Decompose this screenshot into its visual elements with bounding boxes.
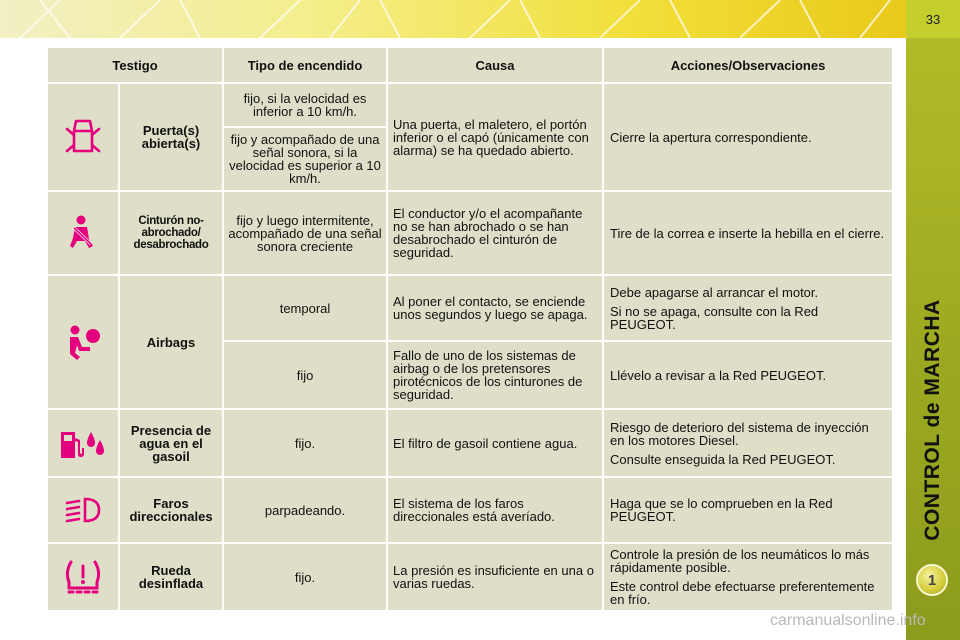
water-causa: El filtro de gasoil contiene agua.: [387, 409, 603, 477]
table-row: [47, 83, 893, 127]
tyre-acciones-1: Controle la presión de los neumáticos lo más rápidamente posible.: [610, 547, 870, 575]
table-row: [47, 477, 893, 543]
table-row: [47, 543, 893, 611]
header-causa: Causa: [387, 47, 603, 83]
open-door-car-icon: [48, 117, 118, 157]
header-acciones: Acciones/Observaciones: [603, 47, 893, 83]
belt-name: Cinturón no-abrochado/ desabrochado: [119, 191, 223, 275]
page-number: 33: [906, 0, 960, 38]
watermark: carmanualsonline.info: [770, 612, 926, 629]
door-tipo-1: fijo, si la velocidad es inferior a 10 km/h.: [223, 83, 387, 127]
tyre-pressure-icon: [48, 558, 118, 596]
header-testigo: Testigo: [47, 47, 223, 83]
door-icon-cell: [47, 83, 119, 191]
belt-icon-cell: [47, 191, 119, 275]
lights-causa: El sistema de los faros direccionales está averíado.: [387, 477, 603, 543]
lights-acciones: Haga que se lo comprueben en la Red PEUGEOT.: [603, 477, 893, 543]
tyre-icon-cell: [47, 543, 119, 611]
table-row: [47, 191, 893, 275]
lights-tipo: parpadeando.: [223, 477, 387, 543]
chapter-title: CONTROL de MARCHA: [921, 299, 944, 541]
belt-acciones: Tire de la correa e inserte la hebilla en el cierre.: [603, 191, 893, 275]
airbag-tipo-1: temporal: [223, 275, 387, 341]
belt-tipo: fijo y luego intermitente, acompañado de una señal sonora creciente: [223, 191, 387, 275]
airbag-causa-2: Fallo de uno de los sistemas de airbag o de los pretensores pirotécnicos de los cinturones de seguridad.: [387, 341, 603, 409]
header-band: [0, 0, 906, 38]
water-acciones-1: Riesgo de deterioro del sistema de inyección en los motores Diesel.: [610, 419, 869, 448]
airbag-name: Airbags: [119, 275, 223, 409]
airbag-causa-1: Al poner el contacto, se enciende unos segundos y luego se apaga.: [387, 275, 603, 341]
airbag-acciones-2: Llévelo a revisar a la Red PEUGEOT.: [603, 341, 893, 409]
headlight-indicator-icon: [48, 495, 118, 525]
table-header-row: [47, 47, 893, 83]
table-row: [47, 409, 893, 477]
airbag-icon-cell: [47, 275, 119, 409]
seatbelt-icon: [48, 214, 118, 252]
warning-lights-table: [46, 46, 894, 612]
tyre-name: Rueda desinflada: [119, 543, 223, 611]
tyre-causa: La presión es insuficiente en una o varias ruedas.: [387, 543, 603, 611]
tyre-acciones: [603, 543, 893, 611]
header-tipo: Tipo de encendido: [223, 47, 387, 83]
table-row: [47, 275, 893, 341]
water-in-diesel-icon: [48, 426, 118, 460]
airbag-acciones-1: [603, 275, 893, 341]
chapter-badge: 1: [916, 564, 948, 596]
airbag-acciones-1a: Debe apagarse al arrancar el motor.: [610, 284, 819, 300]
lights-name: Faros direccionales: [119, 477, 223, 543]
water-icon-cell: [47, 409, 119, 477]
airbag-icon: [48, 323, 118, 361]
airbag-tipo-2: fijo: [223, 341, 387, 409]
water-acciones: [603, 409, 893, 477]
water-tipo: fijo.: [223, 409, 387, 477]
door-causa: Una puerta, el maletero, el portón inferior o el capó (únicamente con alarma) se ha quedado abierto.: [387, 83, 603, 191]
belt-causa: El conductor y/o el acompañante no se han abrochado o se han desabrochado el cinturón de seguridad.: [387, 191, 603, 275]
water-acciones-2: Consulte enseguida la Red PEUGEOT.: [610, 451, 836, 467]
door-name: Puerta(s) abierta(s): [119, 83, 223, 191]
tyre-tipo: fijo.: [223, 543, 387, 611]
water-name: Presencia de agua en el gasoil: [119, 409, 223, 477]
lights-icon-cell: [47, 477, 119, 543]
door-acciones: Cierre la apertura correspondiente.: [603, 83, 893, 191]
airbag-acciones-1b: Si no se apaga, consulte con la Red PEUGEOT.: [610, 303, 819, 332]
door-tipo-2: fijo y acompañado de una señal sonora, si la velocidad es superior a 10 km/h.: [223, 127, 387, 191]
decorative-pattern: [0, 0, 906, 38]
tyre-acciones-2: Este control debe efectuarse preferentemente en frío.: [610, 579, 875, 607]
